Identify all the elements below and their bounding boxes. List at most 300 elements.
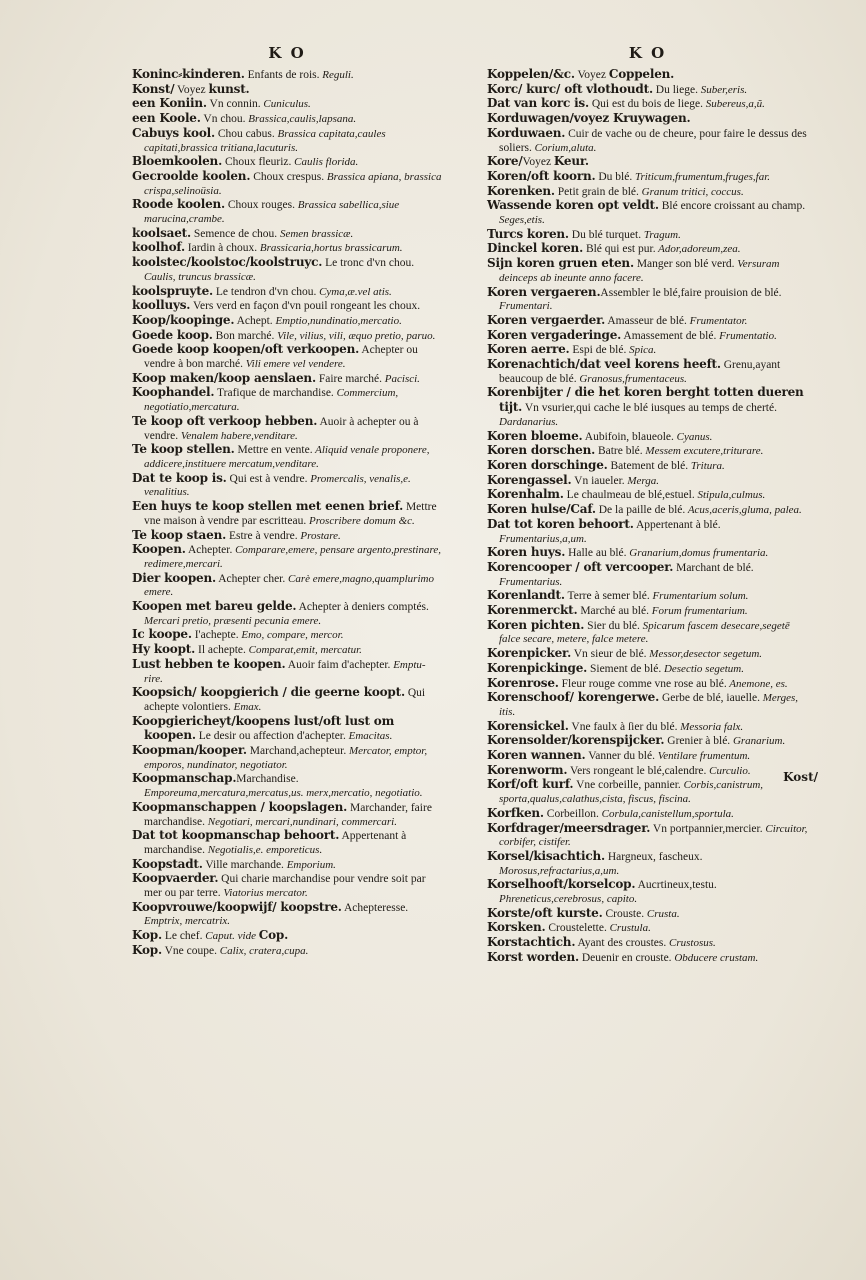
latin-gloss: Pacisci. [382, 372, 420, 385]
headword: Korste/oft kurste. [487, 905, 603, 920]
french-gloss: I'achepte. [191, 629, 239, 642]
headword: Korenpicker. [487, 646, 572, 661]
dictionary-entry [487, 951, 808, 966]
latin-gloss: Frumentarius,a,um. [499, 532, 587, 545]
right-column [487, 44, 808, 966]
latin-gloss: Calix, cratera,cupa. [217, 944, 309, 957]
french-gloss: Vne coupe. [161, 944, 217, 957]
latin-gloss: Versuram deinceps ab ineunte anno facere. [499, 258, 780, 284]
latin-gloss: Frumentarius. [499, 575, 563, 588]
headword: Koren dorschinge. [487, 457, 608, 472]
left-entry-list [132, 68, 442, 959]
french-gloss: Vers verd en façon d'vn pouil rongeant les choux. [190, 300, 421, 313]
french-gloss: Gerbe de blé, iauelle. [659, 692, 760, 705]
right-entry-list [487, 68, 808, 966]
headword: Koren vergaeren. [487, 284, 601, 299]
dictionary-entry [132, 127, 442, 155]
dictionary-entry [132, 944, 442, 959]
latin-gloss: Negotialis,e. emporeticus. [205, 843, 323, 856]
latin-gloss: Messem excutere,triturare. [642, 445, 764, 458]
latin-gloss: Granum tritici, coccus. [638, 185, 744, 198]
headword: Sijn koren gruen eten. [487, 256, 634, 271]
headword: Korc/ kurc/ oft vlothoudt. [487, 81, 653, 96]
latin-gloss: Anemone, es. [726, 677, 788, 690]
dictionary-entry [132, 227, 442, 242]
headword: Dat tot koopmanschap behoort. [132, 828, 340, 843]
cross-reference: Coppelen. [608, 67, 675, 81]
dictionary-entry [487, 112, 808, 127]
headword: koolstec/koolstoc/koolstruyc. [132, 255, 323, 270]
headword: Koophandel. [132, 385, 215, 400]
french-gloss: Voyez [174, 83, 209, 96]
latin-gloss: Aliquid venale proponere, addicere,instituere mercatum,venditare. [144, 444, 430, 470]
french-gloss: Trafique de marchandise. [214, 387, 334, 400]
headword: Te koop stellen. [132, 442, 235, 457]
dictionary-entry [487, 127, 808, 155]
headword: Koopstadt. [132, 856, 203, 871]
dictionary-entry [487, 343, 808, 358]
latin-gloss: Emporium. [283, 858, 336, 871]
french-gloss: Amassement de blé. [621, 329, 717, 342]
french-gloss: Iardin à choux. [184, 242, 258, 255]
headword: Koopen. [132, 542, 186, 557]
dictionary-entry [487, 604, 808, 619]
french-gloss: Achepter à deniers comptés. [296, 601, 429, 614]
headword: Koopmanschap. [132, 771, 237, 786]
french-gloss: Marchander, faire marchandise. [144, 801, 432, 828]
latin-gloss: Vile, vilius, vili, æquo pretio, paruo. [274, 329, 436, 342]
dictionary-entry [132, 241, 442, 256]
dictionary-entry [487, 764, 808, 779]
headword: Korsel/kisachtich. [487, 848, 605, 863]
french-gloss: Achepter. [185, 544, 233, 557]
french-gloss: Appertenant à blé. [633, 518, 721, 531]
dictionary-entry [487, 850, 808, 878]
french-gloss: Estre à vendre. [226, 529, 298, 542]
french-gloss: Du liege. [652, 83, 698, 96]
dictionary-entry [487, 199, 808, 227]
headword: Koren vergaderinge. [487, 327, 622, 342]
dictionary-entry [132, 83, 442, 98]
french-gloss: Batre blé. [595, 445, 643, 458]
headword: Korenbijter / die het koren berght totten dueren tijt. [487, 385, 804, 415]
headword: Koopvrouwe/koopwijf/ koopstre. [132, 899, 342, 914]
headword: Wassende koren opt veldt. [487, 198, 659, 213]
dictionary-entry [487, 619, 808, 647]
latin-gloss: Frumentari. [499, 300, 553, 313]
headword: koolhof. [132, 240, 185, 255]
headword: Koren/oft koorn. [487, 168, 596, 183]
dictionary-entry [487, 97, 808, 112]
headword: Korfdrager/meersdrager. [487, 820, 651, 835]
french-gloss: Du blé turquet. [568, 228, 642, 241]
latin-gloss: Brassica apiana, brassica crispa,selinoüsia. [144, 170, 442, 197]
dictionary-entry [132, 858, 442, 873]
headword: Koren huys. [487, 545, 566, 560]
latin-gloss: Caulis florida. [291, 156, 359, 169]
french-gloss: Crouste. [602, 907, 645, 920]
headword: Korsken. [487, 920, 546, 935]
latin-gloss: Emax. [230, 700, 262, 713]
french-gloss: Vn connin. [206, 98, 261, 111]
cross-reference: kunst. [208, 81, 250, 96]
headword: Koop/koopinge. [132, 312, 235, 327]
cross-reference: Cop. [258, 928, 289, 943]
headword: Korensickel. [487, 718, 569, 733]
dictionary-entry [487, 68, 808, 83]
dictionary-entry [132, 372, 442, 387]
latin-gloss: Cyanus. [673, 430, 713, 443]
headword: koolsaet. [132, 225, 191, 240]
dictionary-entry [132, 772, 442, 800]
latin-gloss: Cyma,æ.vel atis. [316, 285, 392, 298]
latin-gloss: Acus,aceris,gluma, palea. [685, 504, 802, 517]
headword: Bloemkoolen. [132, 154, 223, 169]
latin-gloss: Semen brassicæ. [277, 227, 354, 240]
headword: Korencooper / oft vercooper. [487, 559, 674, 574]
french-gloss: Qui achepte volontiers. [144, 687, 426, 713]
headword: Konst/ [132, 81, 175, 96]
french-gloss: Marchandise. [236, 773, 299, 786]
latin-gloss: Mercator, emptor, emporos, nundinator, negotiator. [144, 745, 428, 771]
latin-gloss: Reguli. [319, 69, 354, 81]
french-gloss: Mettre en vente. [234, 444, 313, 457]
headword: Hy koopt. [132, 642, 196, 657]
french-gloss: Aucrtineux,testu. [635, 879, 717, 892]
latin-gloss: Granosus,frumentaceus. [576, 372, 687, 385]
headword: Koopsich/ koopgierich / die geerne koopt. [132, 685, 405, 700]
french-gloss: Vn iaueler. [571, 474, 625, 487]
latin-gloss: Spicarum fascem desecare,segetē falce secare, metere, falce metere. [499, 619, 790, 646]
dictionary-entry [487, 170, 808, 185]
headword: Korenschoof/ korengerwe. [487, 690, 660, 705]
headword: Lust hebben te koopen. [132, 656, 286, 671]
french-gloss: Auoir à achepter ou à vendre. [144, 415, 419, 442]
french-gloss: Achepter ou vendre à bon marché. [144, 344, 418, 371]
french-gloss: Amasseur de blé. [605, 314, 687, 327]
headword: Kore/ [487, 154, 523, 169]
headword: een Koniin. [132, 96, 207, 111]
headword: Korduwagen/voyez [487, 111, 610, 126]
dictionary-entry [487, 488, 808, 503]
french-gloss: De la paille de blé. [595, 504, 686, 517]
french-gloss: Marchant de blé. [673, 561, 754, 574]
french-gloss: Faire marché. [315, 372, 383, 385]
dictionary-entry [487, 921, 808, 936]
french-gloss: Petit grain de blé. [554, 185, 639, 198]
latin-gloss: Dardanarius. [499, 415, 559, 428]
headword: Een huys te koop stellen met eenen brief. [132, 499, 404, 514]
latin-gloss: Morosus,refractarius,a,um. [499, 864, 620, 877]
latin-gloss: Emptu- rire. [144, 658, 426, 685]
dictionary-entry [487, 83, 808, 98]
headword: Dier koopen. [132, 570, 216, 585]
headword: Cabuys kool. [132, 125, 216, 140]
headword: Korenpickinge. [487, 660, 588, 675]
french-gloss: Choux fleuriz. [222, 156, 292, 169]
french-gloss: Marchand,achepteur. [246, 745, 347, 758]
dictionary-entry [132, 500, 442, 528]
french-gloss: Ville marchande. [202, 858, 284, 871]
dictionary-entry [132, 443, 442, 471]
french-gloss: Qui est du bois de liege. [588, 98, 704, 111]
dictionary-entry [132, 97, 442, 112]
latin-gloss: Desectio segetum. [661, 662, 744, 675]
catchword: Kost/ [783, 770, 818, 784]
french-gloss: Espi de blé. [569, 344, 627, 357]
dictionary-entry [132, 299, 442, 314]
headword: Te koop oft verkoop hebben. [132, 413, 318, 428]
headword: Korenken. [487, 183, 555, 198]
latin-gloss: Stipula,culmus. [694, 489, 766, 502]
headword: koolspruyte. [132, 283, 214, 298]
dictionary-entry [487, 242, 808, 257]
latin-gloss: Viatorius mercator. [220, 887, 308, 900]
headword: Roode koolen. [132, 197, 226, 212]
dictionary-entry [132, 155, 442, 170]
latin-gloss: Seges,etis. [499, 214, 545, 227]
dictionary-entry [132, 112, 442, 127]
dictionary-entry [132, 686, 442, 714]
latin-gloss: Caput. vide [202, 930, 259, 943]
headword: Korenlandt. [487, 588, 565, 603]
headword: Goede koop koopen/oft verkoopen. [132, 342, 360, 357]
french-gloss: Vn vsurier,qui cache le blé iusques au temps de cherté. [522, 402, 777, 415]
latin-gloss: Corbis,canistrum, sporta,qualus,calathus,cista, fiscus, fiscina. [499, 779, 764, 806]
french-gloss: Assembler le blé,faire prouision de blé. [600, 286, 782, 299]
french-gloss: Manger son blé verd. [633, 258, 735, 271]
french-gloss: Bon marché. [212, 329, 275, 342]
headword: Kop. [132, 942, 162, 957]
latin-gloss: Triticum,frumentum,fruges,far. [632, 170, 771, 183]
dictionary-entry [487, 936, 808, 951]
dictionary-entry [487, 459, 808, 474]
dictionary-entry [132, 198, 442, 226]
latin-gloss: Mercari pretio, præsenti pecunia emere. [144, 614, 322, 627]
latin-gloss: Messor,desector segetum. [646, 648, 763, 661]
french-gloss: Siement de blé. [587, 662, 662, 675]
latin-gloss: Suber,eris. [697, 83, 748, 96]
latin-gloss: Corbula,canistellum,sportula. [598, 807, 734, 820]
dictionary-entry [132, 472, 442, 500]
french-gloss: Vanner du blé. [585, 750, 655, 763]
latin-gloss: Prostare. [297, 529, 341, 542]
headword: Koninc⸗kinderen. [132, 67, 245, 81]
dictionary-entry [487, 155, 808, 170]
dictionary-entry [132, 600, 442, 628]
dictionary-entry [132, 901, 442, 929]
dictionary-entry [487, 503, 808, 518]
dictionary-entry [132, 628, 442, 643]
latin-gloss: Tritura. [688, 459, 725, 472]
headword: Dinckel koren. [487, 241, 584, 256]
dictionary-entry [487, 647, 808, 662]
latin-gloss: Venalem habere,venditare. [178, 429, 298, 442]
dictionary-entry [487, 546, 808, 561]
french-gloss: Hargneux, fascheux. [604, 850, 703, 863]
dictionary-entry [487, 807, 808, 822]
latin-gloss: Phreneticus,cerebrosus, capito. [499, 893, 638, 906]
dictionary-entry [132, 529, 442, 544]
headword: Korengassel. [487, 472, 572, 487]
dictionary-entry [132, 329, 442, 344]
french-gloss: Achepteresse. [341, 901, 409, 914]
headword: Koopgiericheyt/koopens lust/oft lust om koopen. [132, 713, 395, 743]
dictionary-entry [132, 744, 442, 772]
headword: een Koole. [132, 111, 201, 126]
latin-gloss: Granarium,domus frumentaria. [626, 547, 769, 560]
french-gloss: Auoir faim d'achepter. [285, 658, 391, 671]
french-gloss: Terre à semer blé. [564, 590, 650, 603]
dictionary-entry [132, 829, 442, 857]
latin-gloss: Emacitas. [345, 730, 393, 743]
french-gloss: Le chef. [161, 930, 203, 943]
dictionary-entry [487, 907, 808, 922]
french-gloss: Le chaulmeau de blé,estuel. [563, 489, 695, 502]
headword: Korfken. [487, 805, 544, 820]
headword: Koopmanschappen / koopslagen. [132, 799, 348, 814]
dictionary-entry [132, 872, 442, 900]
latin-gloss: Corium,aluta. [531, 141, 597, 154]
headword: Korenworm. [487, 762, 568, 777]
dictionary-entry [487, 691, 808, 719]
latin-gloss: Brassicaria,hortus brassicarum. [257, 242, 403, 255]
french-gloss: Achept. [234, 314, 273, 327]
french-gloss: Batement de blé. [607, 459, 689, 472]
french-gloss: Choux rouges. [225, 199, 295, 212]
french-gloss: Choux crespus. [250, 170, 325, 183]
dictionary-entry [132, 801, 442, 829]
latin-gloss: Ventilare frumentum. [654, 750, 751, 763]
latin-gloss: Tragum. [641, 228, 681, 241]
french-gloss: Grenier à blé. [664, 735, 731, 748]
french-gloss: Cuir de vache ou de cheure, pour faire le dessus des soliers. [499, 127, 807, 154]
latin-gloss: Brassica capitata,caules capitati,brassica tritiana,lacuturis. [144, 127, 386, 154]
headword: Koopen met bareu gelde. [132, 599, 297, 614]
dictionary-entry [132, 543, 442, 571]
french-gloss: Vne corbeille, pannier. [573, 779, 681, 792]
dictionary-entry [487, 286, 808, 314]
dictionary-entry [487, 185, 808, 200]
latin-gloss: Brassica sabellica,siue marucina,crambe. [144, 199, 400, 226]
headword: Koop maken/koop aenslaen. [132, 370, 316, 385]
latin-gloss: Emporeuma,mercatura,mercatus,us. merx,mercatio, negotiatio. [144, 787, 423, 800]
dictionary-entry [487, 720, 808, 735]
french-gloss: Il achepte. [195, 644, 246, 657]
cross-reference: Kruywagen. [609, 111, 691, 126]
latin-gloss: Cuniculus. [260, 98, 311, 111]
latin-gloss: Commercium, negotiatio,mercatura. [144, 387, 399, 414]
dictionary-entry [487, 314, 808, 329]
dictionary-entry [487, 589, 808, 604]
latin-gloss: Crusta. [644, 907, 680, 920]
french-gloss: Corbeillon. [543, 807, 599, 820]
latin-gloss: Emptrix, mercatrix. [144, 915, 231, 928]
headword: Ic koope. [132, 627, 192, 642]
french-gloss: Appertenant à marchandise. [144, 830, 407, 856]
french-gloss: Voyez [574, 69, 609, 81]
french-gloss: Vn sieur de blé. [571, 648, 647, 661]
headword: Te koop staen. [132, 527, 227, 542]
latin-gloss: Ador,adoreum,zea. [655, 243, 741, 256]
latin-gloss: Comparat,emit, mercatur. [245, 644, 362, 657]
headword: Koppelen/&c. [487, 67, 575, 81]
left-running-head: K O [268, 44, 306, 62]
dictionary-entry [487, 822, 808, 850]
dictionary-entry [132, 415, 442, 443]
dictionary-entry [132, 343, 442, 371]
french-gloss: Halle au blé. [565, 547, 627, 560]
headword: Koren aerre. [487, 342, 570, 357]
headword: Koren bloeme. [487, 428, 583, 443]
french-gloss: Vn chou. [200, 113, 246, 126]
french-gloss: Le desir ou affection d'achepter. [195, 730, 346, 743]
dictionary-entry [132, 572, 442, 600]
french-gloss: Fleur rouge comme vne rose au blé. [558, 677, 727, 690]
headword: Koopvaerder. [132, 871, 219, 886]
dictionary-entry [132, 386, 442, 414]
latin-gloss: Crustula. [606, 922, 651, 935]
french-gloss: Blé qui est pur. [583, 243, 656, 256]
latin-gloss: Proscribere domum &c. [306, 514, 415, 527]
latin-gloss: Comparare,emere, pensare argento,prestinare, redimere,mercari. [144, 544, 441, 570]
dictionary-entry [132, 314, 442, 329]
french-gloss: Deuenir en crouste. [578, 951, 672, 964]
dictionary-entry [487, 778, 808, 806]
dictionary-entry [487, 358, 808, 386]
headword: Korenrose. [487, 675, 559, 690]
dictionary-entry [487, 518, 808, 546]
dictionary-entry [487, 662, 808, 677]
dictionary-entry [487, 749, 808, 764]
latin-gloss: Circuitor, corbifer, cistifer. [499, 822, 808, 849]
french-gloss: Mettre vne maison à vendre par escritteau. [144, 501, 437, 527]
french-gloss: Enfants de rois. [244, 69, 320, 81]
latin-gloss: Crustosus. [666, 937, 716, 950]
headword: Goede koop. [132, 327, 213, 342]
french-gloss: Croustelette. [545, 922, 607, 935]
french-gloss: Vers rongeant le blé,calendre. [567, 764, 707, 777]
dictionary-entry [487, 228, 808, 243]
latin-gloss: Carè emere,magno,quamplurimo emere. [144, 572, 434, 599]
latin-gloss: Spica. [626, 344, 657, 357]
dictionary-entry [132, 256, 442, 284]
french-gloss: Voyez [522, 156, 554, 169]
headword: Korselhooft/korselcop. [487, 877, 636, 892]
headword: Korensolder/korenspijcker. [487, 733, 665, 748]
headword: Koren wannen. [487, 748, 586, 763]
french-gloss: Blé encore croissant au champ. [658, 200, 806, 213]
dictionary-entry [487, 430, 808, 445]
latin-gloss: Emptio,nundinatio,mercatio. [272, 314, 402, 327]
latin-gloss: Emo, compare, mercor. [238, 629, 344, 642]
headword: Korenmerckt. [487, 603, 578, 618]
dictionary-entry [487, 561, 808, 589]
french-gloss: Aubifoin, blaueole. [582, 430, 674, 443]
latin-gloss: Subereus,a,ũ. [703, 98, 765, 111]
french-gloss: Achepter cher. [215, 572, 286, 585]
french-gloss: Sier du blé. [584, 619, 640, 632]
headword: Turcs koren. [487, 226, 569, 241]
dictionary-entry [487, 878, 808, 906]
dictionary-entry [487, 734, 808, 749]
headword: Gecroolde koolen. [132, 168, 251, 183]
dictionary-entry [132, 715, 442, 744]
latin-gloss: Merges, itis. [499, 692, 799, 718]
headword: Dat tot koren behoort. [487, 516, 634, 531]
headword: Dat van korc is. [487, 96, 589, 111]
headword: Koren vergaerder. [487, 312, 606, 327]
